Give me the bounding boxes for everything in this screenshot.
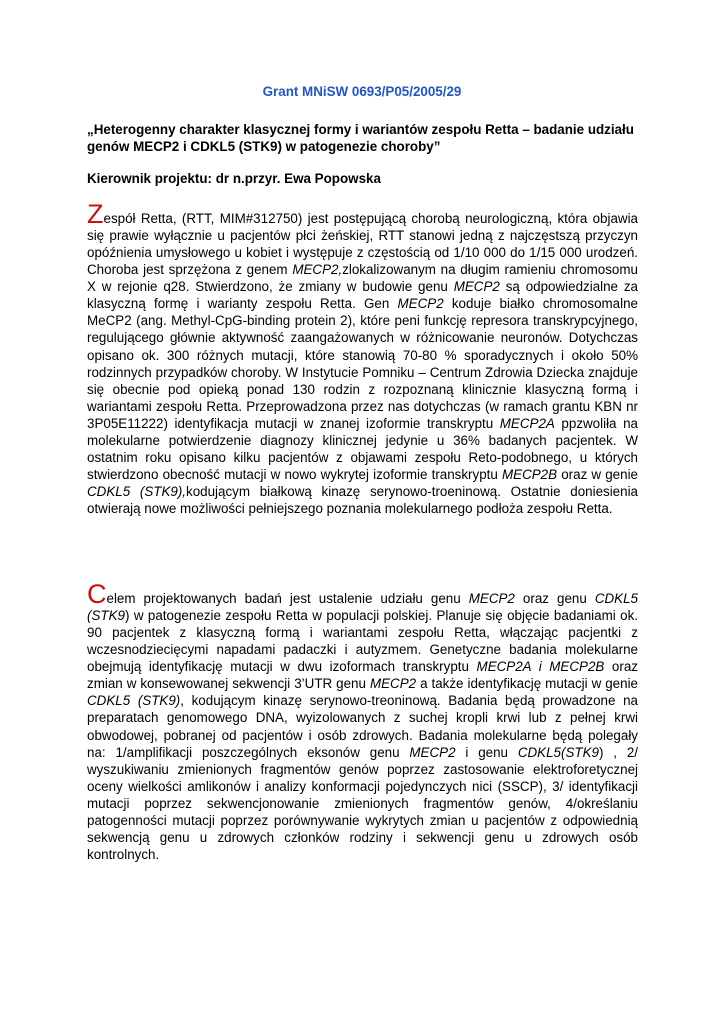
gene-name: CDKL5 (STK9) [87,693,181,709]
gene-name: MECP2, [292,262,343,278]
gene-name: MECP2 [397,296,444,312]
text-run: a także identyfikację mutacji w genie [416,676,638,692]
paragraph-intro [87,199,639,517]
text-run: oraz genu [514,591,595,606]
drop-cap: C [87,579,107,609]
paragraph-aims [87,579,638,863]
text-run: oraz w genie [557,466,638,482]
text-run: zlokalizowanym na długim ramieniu chromosomu X w rejonie q28. Stwierdzono, że zmiany w budowie genu [87,262,638,295]
gene-name: MECP2 [453,279,500,295]
gene-name: CDKL5 (STK9), [87,484,187,499]
text-run: koduje białko chromosomalne MeCP2 (ang. Methyl-CpG-binding protein 2), które peni funkcję represora transkrypcyjnego, regulującego głównie aktywność zaangażowanych w różnicowanie neuronów. Dotychczas opisano ok. 300 różnych mutacji, które stanowią 70-80 % sporadycznych i około 50% rodzinnych przypadków choroby. W Instytucie Pomniku – Centrum Zdrowia Dziecka znajduje się obecnie pod opieką ponad 130 rodzin z rozpoznaną klinicznie klasyczną formą i wariantami zespołu Retta. Przeprowadzona przez nas dotychczas (w ramach grantu KBN nr 3P05E11222) identyfikacja mutacji w znanej izoformie transkryptu [87,296,638,431]
text-run: ppzwoliła na molekularne potwierdzenie diagnozy klinicznej jedynie u 36% badanych pacjentek. W ostatnim roku opisano kilku pacjentów z objawami zespołu Reto-podobnego, u których stwierdzono obecność mutacji w nowo wykrytej izoformie transkryptu [87,415,638,482]
gene-name: CDKL5 (STK9 [87,591,638,624]
gene-name: MECP2B [501,466,558,482]
gene-name: CDKL5(STK9 [517,744,599,760]
gene-name: MECP2A [499,415,555,431]
text-run: kodującym białkową kinazę serynowo-troeninową. Ostatnie doniesienia otwierają nowe możliwości pełniejszego poznania molekularnego podłoża zespołu Retta. [87,484,638,517]
grant-number: Grant MNiSW 0693/P05/2005/29 [262,84,462,99]
gene-name: MECP2A i MECP2B [476,659,605,675]
project-title: „Heterogenny charakter klasycznej formy i wariantów zespołu Retta – badanie udziału genów MECP2 i CDKL5 (STK9) w patogenezie choroby” [87,122,634,154]
drop-cap: Z [87,199,104,229]
text-run: ) w patogenezie zespołu Retta w populacji polskiej. Planuje się objęcie badaniami ok. 90 pacjentek z klasyczną formą i wariantami zespołu Retta, włączając pacjentki z wczesnodziecięcymi napadami padaczki i autyzmem. Genetyczne badania molekularne obejmują identyfikację mutacji w dwu izoformach transkryptu [87,608,638,675]
text-run: espół Retta, (RTT, MIM#312750) jest postępującą chorobą neurologiczną, która objawia się prawie wyłącznie u pacjentów płci żeńskiej, RTT stanowi jedną z najczęstszą przyczyn opóźnienia umysłowego u kobiet i występuje z częstością od 1/10 000 do 1/15 000 urodzeń. Choroba jest sprzężona z genem [87,211,638,278]
text-run: , kodującym kinazę serynowo-treoninową. Badania będą prowadzone na preparatach genomowego DNA, wyizolowanych z suchej kropli krwi lub z pełnej krwi obwodowej, pobranej od pacjentów i osób zdrowych. Badania molekularne będą polegały na: 1/amplifikacji poszczególnych eksonów genu [87,693,638,760]
text-run: oraz zmian w konsewowanej sekwencji 3’UTR genu [87,659,638,692]
text-run: i genu [455,744,518,760]
gene-name: MECP2 [409,744,456,760]
project-director: Kierownik projektu: dr n.przyr. Ewa Popowska [87,171,381,186]
gene-name: MECP2 [468,591,515,606]
text-run: elem projektowanych badań jest ustalenie udziału genu [106,591,469,606]
text-run: są odpowiedzialne za klasyczną formę i warianty zespołu Retta. Gen [87,279,639,312]
gene-name: MECP2 [369,676,417,692]
text-run: ) , 2/ wyszukiwaniu zmienionych fragmentów genów poprzez zastosowanie elektroforetycznej oceny wielkości amlikonów i analizy konformacji pojedynczych nici (SSCP), 3/ identyfikacji mutacji poprzez sekwencjonowanie zmienionych fragmentów genów, 4/określaniu patogenności mutacji poprzez porównywanie wykrytych zmian u pacjentów z odpowiednią sekwencją genu u zdrowych członków rodziny i sekwencji genu u zdrowych osób kontrolnych. [87,744,638,862]
